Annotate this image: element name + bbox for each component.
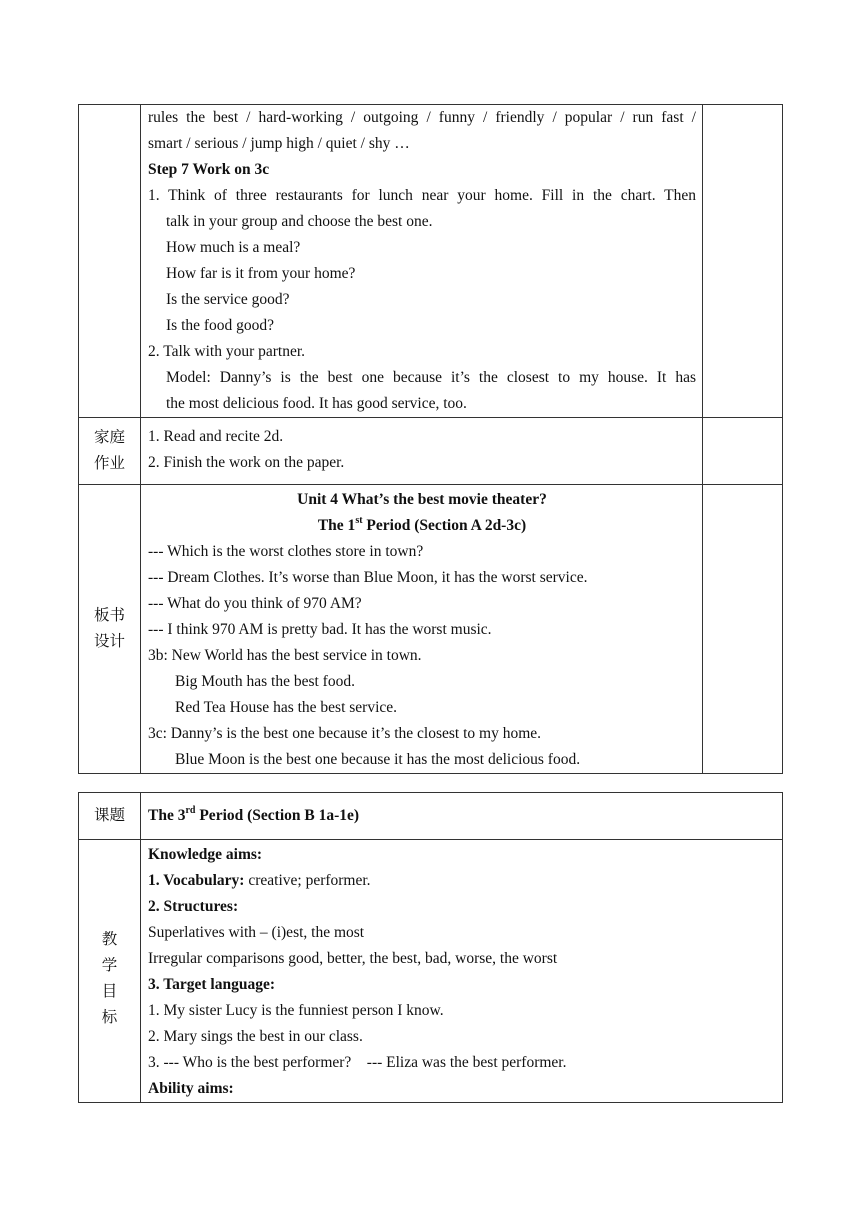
board-subtitle: The 1st Period (Section A 2d-3c) — [317, 514, 527, 534]
step-heading: Step 7 Work on 3c — [148, 161, 270, 178]
text-line: the most delicious food. It has good service, too. — [166, 395, 467, 412]
text-line: 3b: New World has the best service in town. — [148, 647, 422, 664]
text-line: Red Tea House has the best service. — [175, 699, 398, 716]
teaching-aims-label: 教 学 目 标 — [79, 840, 141, 1103]
structures-heading: 2. Structures: — [148, 898, 239, 915]
teaching-aims-row — [79, 840, 783, 1103]
text-line: 3. --- Who is the best performer? --- Eliza was the best performer. — [148, 1054, 567, 1071]
label-cell-empty — [79, 105, 141, 418]
text-line: 1. Read and recite 2d. — [148, 428, 284, 445]
text-line: 1. Think of three restaurants for lunch near your home. Fill in the chart. Then — [148, 187, 696, 204]
homework-content — [141, 418, 703, 485]
text-line: Superlatives with – (i)est, the most — [148, 924, 365, 941]
text-line: Big Mouth has the best food. — [175, 673, 355, 690]
ability-aims-heading: Ability aims: — [148, 1080, 234, 1097]
topic-title-cell — [141, 793, 783, 840]
text-line: talk in your group and choose the best one. — [166, 213, 433, 230]
vocabulary-line: 1. Vocabulary: creative; performer. — [148, 872, 371, 889]
text-line: Model: Danny’s is the best one because it’s the closest to my house. It has — [166, 369, 696, 386]
topic-label: 课题 — [79, 793, 141, 840]
board-title: Unit 4 What’s the best movie theater? — [297, 491, 547, 508]
text-line: 2. Finish the work on the paper. — [148, 454, 345, 471]
text-line: Is the food good? — [166, 317, 275, 334]
notes-cell — [703, 418, 783, 485]
text-line: --- Dream Clothes. It’s worse than Blue Moon, it has the worst service. — [148, 569, 588, 586]
blackboard-row — [79, 485, 783, 774]
lesson-plan-table-2 — [78, 792, 783, 1103]
text-line: --- I think 970 AM is pretty bad. It has the worst music. — [148, 621, 492, 638]
text-line: rules the best / hard-working / outgoing / funny / friendly / popular / run fast / — [148, 109, 696, 126]
lesson-plan-table-1 — [78, 104, 783, 774]
homework-label: 家庭 作业 — [79, 418, 141, 485]
blackboard-content — [141, 485, 703, 774]
period-title: The 3rd Period (Section B 1a-1e) — [148, 804, 360, 824]
knowledge-aims-heading: Knowledge aims: — [148, 846, 263, 863]
homework-row — [79, 418, 783, 485]
text-line: Blue Moon is the best one because it has the most delicious food. — [175, 751, 581, 768]
text-line: Irregular comparisons good, better, the best, bad, worse, the worst — [148, 950, 558, 967]
procedure-row — [79, 105, 783, 418]
text-line: How far is it from your home? — [166, 265, 356, 282]
text-line: How much is a meal? — [166, 239, 301, 256]
target-language-heading: 3. Target language: — [148, 976, 276, 993]
text-line: 2. Talk with your partner. — [148, 343, 306, 360]
procedure-content — [141, 105, 703, 418]
text-line: --- What do you think of 970 AM? — [148, 595, 362, 612]
teaching-aims-content — [141, 840, 783, 1103]
text-line: --- Which is the worst clothes store in town? — [148, 543, 424, 560]
topic-row — [79, 793, 783, 840]
text-line: Is the service good? — [166, 291, 290, 308]
blackboard-label: 板书 设计 — [79, 485, 141, 774]
text-line: 2. Mary sings the best in our class. — [148, 1028, 363, 1045]
text-line: 3c: Danny’s is the best one because it’s the closest to my home. — [148, 725, 542, 742]
text-line: smart / serious / jump high / quiet / shy … — [148, 135, 410, 152]
notes-cell — [703, 485, 783, 774]
text-line: 1. My sister Lucy is the funniest person I know. — [148, 1002, 444, 1019]
notes-cell — [703, 105, 783, 418]
